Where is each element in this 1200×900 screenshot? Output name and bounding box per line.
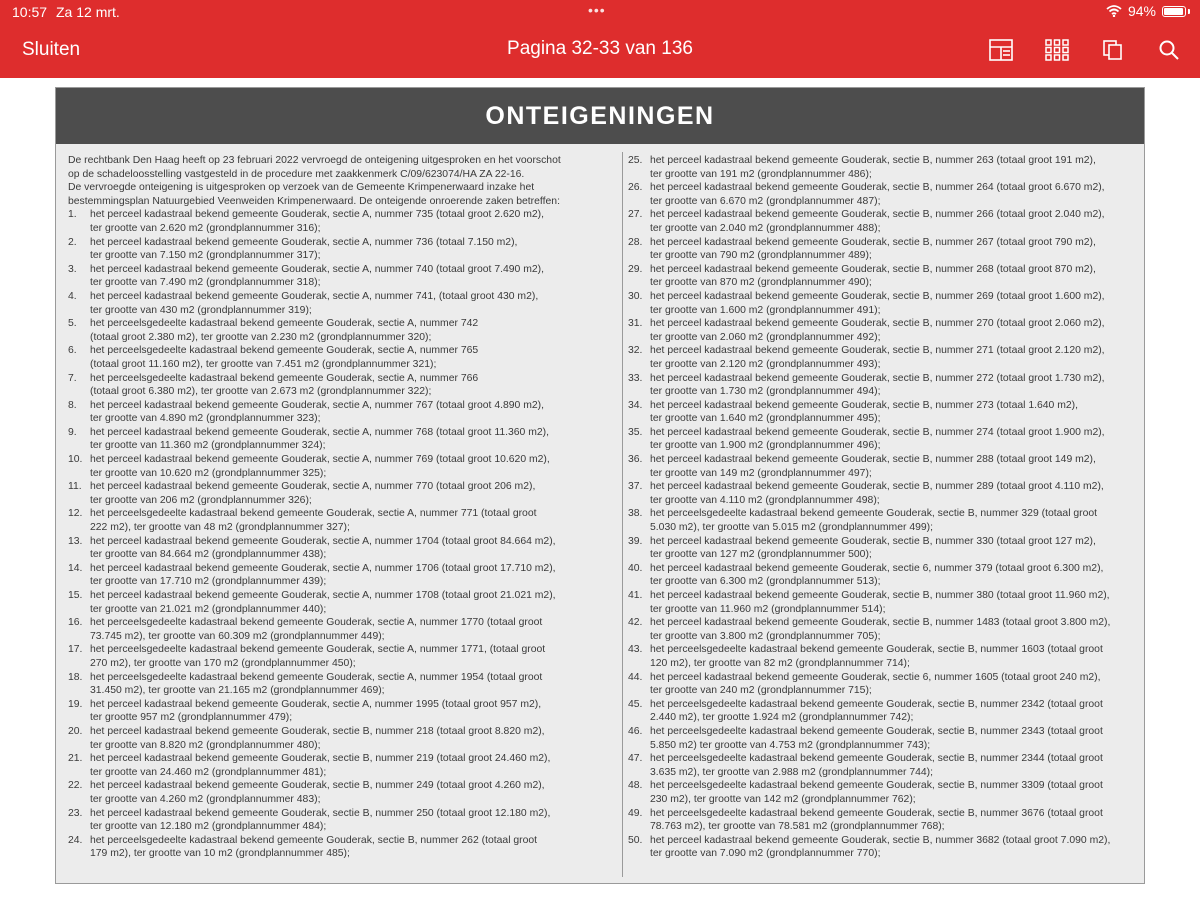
search-icon[interactable] (1156, 38, 1182, 62)
list-item (68, 263, 618, 290)
item-text: het perceelsgedeelte kadastraal bekend gemeente Gouderak, sectie B, nummer 3676 (totaal groot 78.763 m2), ter grootte van 78.581 m2 (grondplannummer 768); (650, 807, 1103, 833)
item-number: 16. (68, 617, 83, 629)
item-number: 49. (628, 807, 643, 819)
list-item (628, 453, 1136, 480)
column-divider (622, 152, 623, 877)
list-item (68, 725, 618, 752)
item-number: 31. (628, 318, 643, 330)
item-number: 43. (628, 644, 643, 656)
item-number: 46. (628, 725, 643, 737)
close-button[interactable]: Sluiten (22, 39, 81, 60)
item-number: 29. (628, 263, 643, 275)
list-item (68, 562, 618, 589)
item-text: het perceel kadastraal bekend gemeente Gouderak, sectie A, nummer 767 (totaal groot 4.890 m2), ter grootte van 4.890 m2 (grondplannummer 323); (90, 399, 544, 425)
item-text: het perceel kadastraal bekend gemeente Gouderak, sectie A, nummer 1704 (totaal groot 84.664 m2), ter grootte van 84.664 m2 (grondplannummer 438); (90, 535, 556, 561)
list-item (628, 779, 1136, 806)
item-number: 14. (68, 562, 83, 574)
item-text: het perceelsgedeelte kadastraal bekend gemeente Gouderak, sectie A, nummer 1771, (totaal groot 270 m2), ter grootte van 170 m2 (grondplannummer 450); (90, 644, 546, 669)
battery-level (1164, 8, 1183, 15)
item-number: 1. (68, 209, 77, 221)
list-item (628, 671, 1136, 698)
list-item (628, 480, 1136, 507)
item-number: 4. (68, 290, 77, 302)
item-text: het perceel kadastraal bekend gemeente Gouderak, sectie B, nummer 1483 (totaal groot 3.800 m2), ter grootte van 3.800 m2 (grondplannummer 705); (650, 617, 1111, 642)
item-text: het perceel kadastraal bekend gemeente Gouderak, sectie B, nummer 263 (totaal groot 191 m2), ter grootte van 191 m2 (grondplannummer 486); (650, 155, 1096, 180)
item-text: het perceel kadastraal bekend gemeente Gouderak, sectie B, nummer 219 (totaal groot 24.460 m2), ter grootte van 24.460 m2 (grondplannummer 481); (90, 753, 551, 778)
item-text: het perceel kadastraal bekend gemeente Gouderak, sectie A, nummer 741, (totaal groot 430 m2), ter grootte van 430 m2 (grondplannummer 319); (90, 290, 539, 316)
list-item (628, 399, 1136, 426)
item-number: 24. (68, 834, 83, 846)
item-number: 23. (68, 807, 83, 819)
item-number: 17. (68, 644, 83, 656)
item-number: 10. (68, 454, 83, 466)
list-item (628, 725, 1136, 752)
item-number: 12. (68, 508, 83, 520)
item-number: 40. (628, 562, 643, 574)
item-text: het perceel kadastraal bekend gemeente Gouderak, sectie B, nummer 270 (totaal groot 2.060 m2), ter grootte van 2.060 m2 (grondplannummer 492); (650, 318, 1105, 343)
item-text: het perceel kadastraal bekend gemeente Gouderak, sectie B, nummer 267 (totaal groot 790 m2), ter grootte van 790 m2 (grondplannummer 489); (650, 236, 1096, 262)
item-number: 28. (628, 236, 643, 248)
item-number: 44. (628, 671, 643, 683)
toolbar-icons (988, 38, 1182, 62)
item-number: 38. (628, 508, 643, 520)
list-item (628, 426, 1136, 453)
list-item (68, 698, 618, 725)
item-text: het perceelsgedeelte kadastraal bekend gemeente Gouderak, sectie A, nummer 766 (totaal groot 6.380 m2), ter grootte van 2.673 m2 (grondplannummer 322); (90, 372, 479, 398)
item-text: het perceel kadastraal bekend gemeente Gouderak, sectie B, nummer 273 (totaal 1.640 m2), ter grootte van 1.640 m2 (grondplannummer 495); (650, 399, 1078, 425)
battery-percent: 94% (1127, 3, 1156, 19)
list-item (68, 807, 618, 834)
list-item (68, 643, 618, 670)
list-item (68, 535, 618, 562)
list-item (68, 671, 618, 698)
item-text: het perceel kadastraal bekend gemeente Gouderak, sectie B, nummer 268 (totaal groot 870 m2), ter grootte van 870 m2 (grondplannummer 490); (650, 263, 1096, 289)
list-item (68, 480, 618, 507)
item-number: 32. (628, 345, 643, 357)
list-item (68, 208, 618, 235)
item-number: 7. (68, 372, 77, 384)
item-number: 36. (628, 454, 643, 466)
item-text: het perceel kadastraal bekend gemeente Gouderak, sectie A, nummer 1995 (totaal groot 957 m2), ter grootte 957 m2 (grondplannummer 479); (90, 698, 542, 724)
list-item (628, 344, 1136, 371)
list-item (628, 181, 1136, 208)
item-number: 30. (628, 290, 643, 302)
item-text: het perceel kadastraal bekend gemeente Gouderak, sectie B, nummer 380 (totaal groot 11.960 m2), ter grootte van 11.960 m2 (grondplannummer 514); (650, 590, 1110, 615)
list-item (628, 236, 1136, 263)
list-item (628, 752, 1136, 779)
status-indicators (1106, 3, 1190, 19)
list-item (68, 752, 618, 779)
list-item (68, 779, 618, 806)
list-item (628, 807, 1136, 834)
item-text: het perceelsgedeelte kadastraal bekend gemeente Gouderak, sectie B, nummer 2344 (totaal groot 3.635 m2), ter grootte van 2.988 m2 (grondplannummer 744); (650, 753, 1103, 778)
item-number: 47. (628, 753, 643, 765)
item-text: het perceel kadastraal bekend gemeente Gouderak, sectie A, nummer 769 (totaal groot 10.620 m2), ter grootte van 10.620 m2 (grondplannummer 325); (90, 454, 550, 479)
status-date: Za 12 mrt. (56, 4, 120, 20)
item-text: het perceelsgedeelte kadastraal bekend gemeente Gouderak, sectie A, nummer 1770 (totaal groot 73.745 m2), ter grootte van 60.309 m2 (grondplannummer 449); (90, 617, 543, 642)
item-text: het perceel kadastraal bekend gemeente Gouderak, sectie 6, nummer 379 (totaal groot 6.300 m2), ter grootte van 6.300 m2 (grondplannummer 513); (650, 562, 1104, 588)
item-number: 41. (628, 590, 643, 601)
document-title: ONTEIGENINGEN (56, 88, 1144, 144)
item-number: 25. (628, 155, 643, 166)
item-text: het perceel kadastraal bekend gemeente Gouderak, sectie B, nummer 266 (totaal groot 2.040 m2), ter grootte van 2.040 m2 (grondplannummer 488); (650, 209, 1105, 234)
battery-tip (1188, 9, 1190, 14)
item-text: het perceel kadastraal bekend gemeente Gouderak, sectie B, nummer 272 (totaal groot 1.730 m2), ter grootte van 1.730 m2 (grondplannummer 494); (650, 372, 1105, 398)
list-item (628, 208, 1136, 235)
item-number: 3. (68, 263, 77, 275)
list-item (68, 317, 618, 344)
item-number: 48. (628, 780, 643, 792)
item-text: het perceelsgedeelte kadastraal bekend gemeente Gouderak, sectie A, nummer 765 (totaal groot 11.160 m2), ter grootte van 7.451 m2 (grondplannummer 321); (90, 345, 479, 370)
item-number: 22. (68, 780, 83, 792)
list-item (628, 154, 1136, 181)
item-number: 26. (628, 182, 643, 194)
item-text: het perceel kadastraal bekend gemeente Gouderak, sectie B, nummer 3682 (totaal groot 7.090 m2), ter grootte van 7.090 m2 (grondplannummer 770); (650, 834, 1111, 860)
list-item (628, 317, 1136, 344)
list-item (628, 290, 1136, 317)
list-item (68, 236, 618, 263)
item-text: het perceel kadastraal bekend gemeente Gouderak, sectie B, nummer 264 (totaal groot 6.670 m2), ter grootte van 6.670 m2 (grondplannummer 487); (650, 182, 1105, 207)
list-item (628, 643, 1136, 670)
list-item (628, 507, 1136, 534)
item-number: 13. (68, 535, 83, 547)
item-text: het perceelsgedeelte kadastraal bekend gemeente Gouderak, sectie B, nummer 329 (totaal groot 5.030 m2), ter grootte van 5.015 m2 (grondplannummer 499); (650, 508, 1098, 534)
list-item (68, 399, 618, 426)
item-text: het perceel kadastraal bekend gemeente Gouderak, sectie A, nummer 1706 (totaal groot 17.710 m2), ter grootte van 17.710 m2 (grondplannummer 439); (90, 562, 556, 588)
list-item (628, 616, 1136, 643)
list-item (68, 290, 618, 317)
intro-paragraph: De rechtbank Den Haag heeft op 23 februari 2022 vervroegd de onteigening uitgesproken en het voorschot op de schadeloosstelling vastgesteld in de procedure met zaakkenmerk C/09/623074/HA ZA 22-16. De vervroegde onteigening is uitgesproken op verzoek van de Gemeente Krimpenerwaard inzake het bestemmingsplan Natuurgebied Veenweiden Krimpenerwaard. De onteigende onroerende zaken betreffen: (68, 155, 561, 207)
item-number: 45. (628, 698, 643, 710)
item-text: het perceel kadastraal bekend gemeente Gouderak, sectie B, nummer 271 (totaal groot 2.120 m2), ter grootte van 2.120 m2 (grondplannummer 493); (650, 345, 1105, 370)
item-text: het perceelsgedeelte kadastraal bekend gemeente Gouderak, sectie B, nummer 262 (totaal groot 179 m2), ter grootte van 10 m2 (grondplannummer 485); (90, 834, 538, 860)
multitasking-dots-icon[interactable]: ••• (588, 2, 606, 18)
item-text: het perceel kadastraal bekend gemeente Gouderak, sectie A, nummer 735 (totaal groot 2.620 m2), ter grootte van 2.620 m2 (grondplannummer 316); (90, 209, 544, 234)
item-number: 21. (68, 753, 83, 765)
item-number: 33. (628, 372, 643, 384)
list-item (68, 453, 618, 480)
item-number: 15. (68, 590, 83, 601)
page-indicator: Pagina 32-33 van 136 (507, 38, 693, 59)
item-text: het perceelsgedeelte kadastraal bekend gemeente Gouderak, sectie B, nummer 2342 (totaal groot 2.440 m2), ter grootte 1.924 m2 (grondplannummer 742); (650, 698, 1103, 724)
item-text: het perceel kadastraal bekend gemeente Gouderak, sectie B, nummer 274 (totaal groot 1.900 m2), ter grootte van 1.900 m2 (grondplannummer 496); (650, 426, 1105, 452)
item-number: 11. (68, 481, 82, 493)
list-item (68, 507, 618, 534)
item-text: het perceel kadastraal bekend gemeente Gouderak, sectie B, nummer 288 (totaal groot 149 m2), ter grootte van 149 m2 (grondplannummer 497); (650, 454, 1096, 479)
list-item (68, 616, 618, 643)
list-item (68, 372, 618, 399)
item-number: 2. (68, 236, 77, 248)
item-number: 18. (68, 671, 83, 683)
app-toolbar (0, 0, 1200, 78)
list-item (628, 698, 1136, 725)
item-number: 27. (628, 209, 643, 221)
item-text: het perceel kadastraal bekend gemeente Gouderak, sectie B, nummer 269 (totaal groot 1.600 m2), ter grootte van 1.600 m2 (grondplannummer 491); (650, 290, 1105, 316)
item-text: het perceel kadastraal bekend gemeente Gouderak, sectie B, nummer 249 (totaal groot 4.260 m2), ter grootte van 4.260 m2 (grondplannummer 483); (90, 780, 545, 805)
item-number: 50. (628, 834, 643, 846)
item-text: het perceel kadastraal bekend gemeente Gouderak, sectie A, nummer 770 (totaal groot 206 m2), ter grootte van 206 m2 (grondplannummer 326); (90, 481, 536, 506)
item-number: 5. (68, 318, 77, 330)
item-number: 20. (68, 725, 83, 737)
list-item (68, 589, 618, 616)
list-item (628, 535, 1136, 562)
parcel-list-right (628, 154, 1136, 861)
item-text: het perceel kadastraal bekend gemeente Gouderak, sectie A, nummer 768 (totaal groot 11.360 m2), ter grootte van 11.360 m2 (grondplannummer 324); (90, 426, 549, 452)
item-text: het perceelsgedeelte kadastraal bekend gemeente Gouderak, sectie A, nummer 771 (totaal groot 222 m2), ter grootte van 48 m2 (grondplannummer 327); (90, 508, 537, 534)
list-item (628, 589, 1136, 616)
copy-icon[interactable] (1100, 38, 1126, 62)
item-text: het perceelsgedeelte kadastraal bekend gemeente Gouderak, sectie A, nummer 1954 (totaal groot 31.450 m2), ter grootte van 21.165 m2 (grondplannummer 469); (90, 671, 543, 697)
item-text: het perceelsgedeelte kadastraal bekend gemeente Gouderak, sectie B, nummer 1603 (totaal groot 120 m2), ter grootte van 82 m2 (grondplannummer 714); (650, 644, 1103, 669)
wifi-icon (1106, 5, 1122, 17)
right-column (628, 154, 1136, 861)
item-text: het perceelsgedeelte kadastraal bekend gemeente Gouderak, sectie B, nummer 2343 (totaal groot 5.850 m2) ter grootte van 4.753 m2 (grondplannummer 743); (650, 725, 1103, 751)
item-text: het perceelsgedeelte kadastraal bekend gemeente Gouderak, sectie B, nummer 3309 (totaal groot 230 m2), ter grootte van 142 m2 (grondplannummer 762); (650, 780, 1103, 805)
item-number: 9. (68, 426, 77, 438)
parcel-list-left (68, 208, 618, 861)
item-text: het perceel kadastraal bekend gemeente Gouderak, sectie B, nummer 330 (totaal groot 127 m2), ter grootte van 127 m2 (grondplannummer 500); (650, 535, 1096, 561)
item-number: 34. (628, 399, 643, 411)
item-number: 37. (628, 481, 643, 493)
item-text: het perceel kadastraal bekend gemeente Gouderak, sectie A, nummer 740 (totaal groot 7.490 m2), ter grootte van 7.490 m2 (grondplannummer 318); (90, 263, 544, 289)
document-page (55, 87, 1145, 884)
item-number: 42. (628, 617, 643, 629)
list-item (628, 263, 1136, 290)
list-item (68, 834, 618, 861)
item-number: 39. (628, 535, 643, 547)
item-text: het perceelsgedeelte kadastraal bekend gemeente Gouderak, sectie A, nummer 742 (totaal groot 2.380 m2), ter grootte van 2.230 m2 (grondplannummer 320); (90, 318, 479, 343)
item-text: het perceel kadastraal bekend gemeente Gouderak, sectie B, nummer 250 (totaal groot 12.180 m2), ter grootte van 12.180 m2 (grondplannummer 484); (90, 807, 551, 833)
item-number: 35. (628, 426, 643, 438)
item-text: het perceel kadastraal bekend gemeente Gouderak, sectie A, nummer 736 (totaal 7.150 m2), ter grootte van 7.150 m2 (grondplannummer 317); (90, 236, 518, 262)
list-item (68, 344, 618, 371)
item-number: 8. (68, 399, 77, 411)
battery-icon (1162, 6, 1186, 17)
list-item (628, 834, 1136, 861)
list-item (628, 562, 1136, 589)
item-number: 19. (68, 698, 83, 710)
list-item (628, 372, 1136, 399)
item-text: het perceel kadastraal bekend gemeente Gouderak, sectie A, nummer 1708 (totaal groot 21.021 m2), ter grootte van 21.021 m2 (grondplannummer 440); (90, 590, 556, 615)
item-text: het perceel kadastraal bekend gemeente Gouderak, sectie 6, nummer 1605 (totaal groot 240 m2), ter grootte van 240 m2 (grondplannummer 715); (650, 671, 1101, 697)
item-text: het perceel kadastraal bekend gemeente Gouderak, sectie B, nummer 289 (totaal groot 4.110 m2), ter grootte van 4.110 m2 (grondplannummer 498); (650, 481, 1104, 506)
item-number: 6. (68, 345, 77, 357)
list-item (68, 426, 618, 453)
outline-icon[interactable] (988, 38, 1014, 62)
item-text: het perceel kadastraal bekend gemeente Gouderak, sectie B, nummer 218 (totaal groot 8.820 m2), ter grootte van 8.820 m2 (grondplannummer 480); (90, 725, 545, 751)
left-column (68, 154, 618, 861)
status-time: 10:57 (12, 4, 48, 20)
grid-icon[interactable] (1044, 38, 1070, 62)
